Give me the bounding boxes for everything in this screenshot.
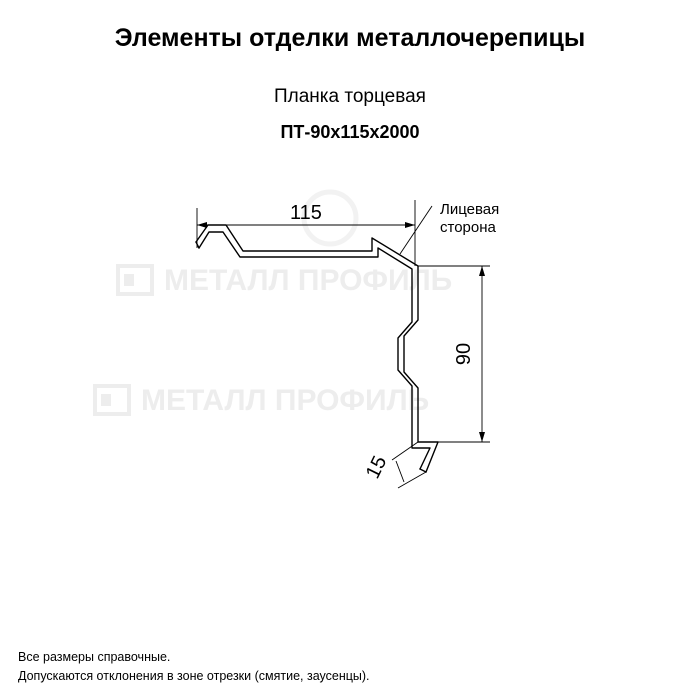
footer-note-1: Все размеры справочные.	[18, 650, 171, 664]
footer-note-2: Допускаются отклонения в зоне отрезки (смятие, заусенцы).	[18, 669, 370, 683]
front-side-label-line1: Лицевая	[440, 201, 500, 218]
technical-drawing	[0, 170, 700, 540]
footer-notes	[18, 648, 370, 686]
front-side-label-line2: сторона	[440, 219, 496, 236]
front-side-leader	[400, 206, 432, 254]
product-code: ПТ-90х115х2000	[280, 122, 420, 142]
profile-outline	[196, 225, 438, 472]
watermark-text: МЕТАЛЛ ПРОФИЛЬ	[141, 384, 430, 417]
dimension-width-label: 115	[290, 202, 322, 224]
dimension-height-label: 90	[453, 342, 475, 366]
dimension-lip-label: 15	[361, 452, 392, 483]
page-title: Элементы отделки металлочерепицы	[114, 24, 586, 52]
watermark-text: МЕТАЛЛ ПРОФИЛЬ	[164, 264, 453, 297]
dimension-lip	[392, 442, 426, 488]
product-name: Планка торцевая	[274, 86, 426, 107]
